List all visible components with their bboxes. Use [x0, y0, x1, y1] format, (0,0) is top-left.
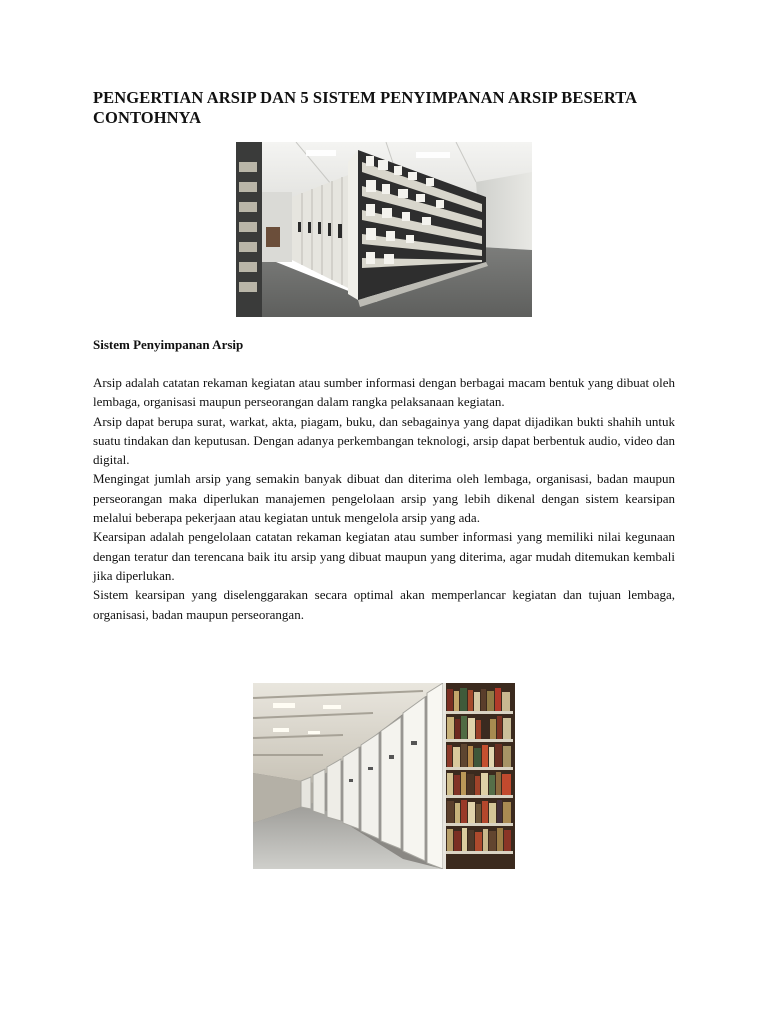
section-title: Sistem Penyimpanan Arsip — [93, 337, 244, 352]
paragraph: Kearsipan adalah pengelolaan catatan rekaman kegiatan atau sumber informasi yang memiliki nilai kegunaan dengan teratur dan terencana baik itu arsip yang dibuat maupun yang diterima, agar mudah ditemukan kembali jika diperlukan. — [93, 529, 675, 583]
document-title: PENGERTIAN ARSIP DAN 5 SISTEM PENYIMPANAN ARSIP BESERTA CONTOHNYA — [93, 88, 637, 127]
archive-shelving-photo — [236, 142, 532, 317]
paragraph: Mengingat jumlah arsip yang semakin banyak dibuat dan diterima oleh lembaga, organisasi, badan maupun perseorangan maka diperlukan manajemen pengelolaan arsip yang lebih dikenal dengan sistem kearsipan melalui beberapa pekerjaan atau kegiatan untuk mengelola arsip yang ada. — [93, 471, 675, 526]
library-shelving-photo — [253, 683, 515, 869]
body-text — [93, 373, 675, 624]
paragraph: Arsip dapat berupa surat, warkat, akta, piagam, buku, dan sebagainya yang dapat dijadikan bukti shahih untuk suatu tindakan dan keputusan. Dengan adanya perkembangan teknologi, arsip dapat berbentuk audio, video dan digital. — [93, 413, 675, 468]
paragraph: Sistem kearsipan yang diselenggarakan secara optimal akan memperlancar kegiatan dan tujuan lembaga, organisasi, badan maupun perseorangan. — [93, 587, 675, 622]
paragraph: Arsip adalah catatan rekaman kegiatan atau sumber informasi dengan berbagai macam bentuk yang dibuat oleh lembaga, organisasi maupun perseorangan dalam rangka pelaksanaan kegiatan. — [93, 375, 675, 410]
